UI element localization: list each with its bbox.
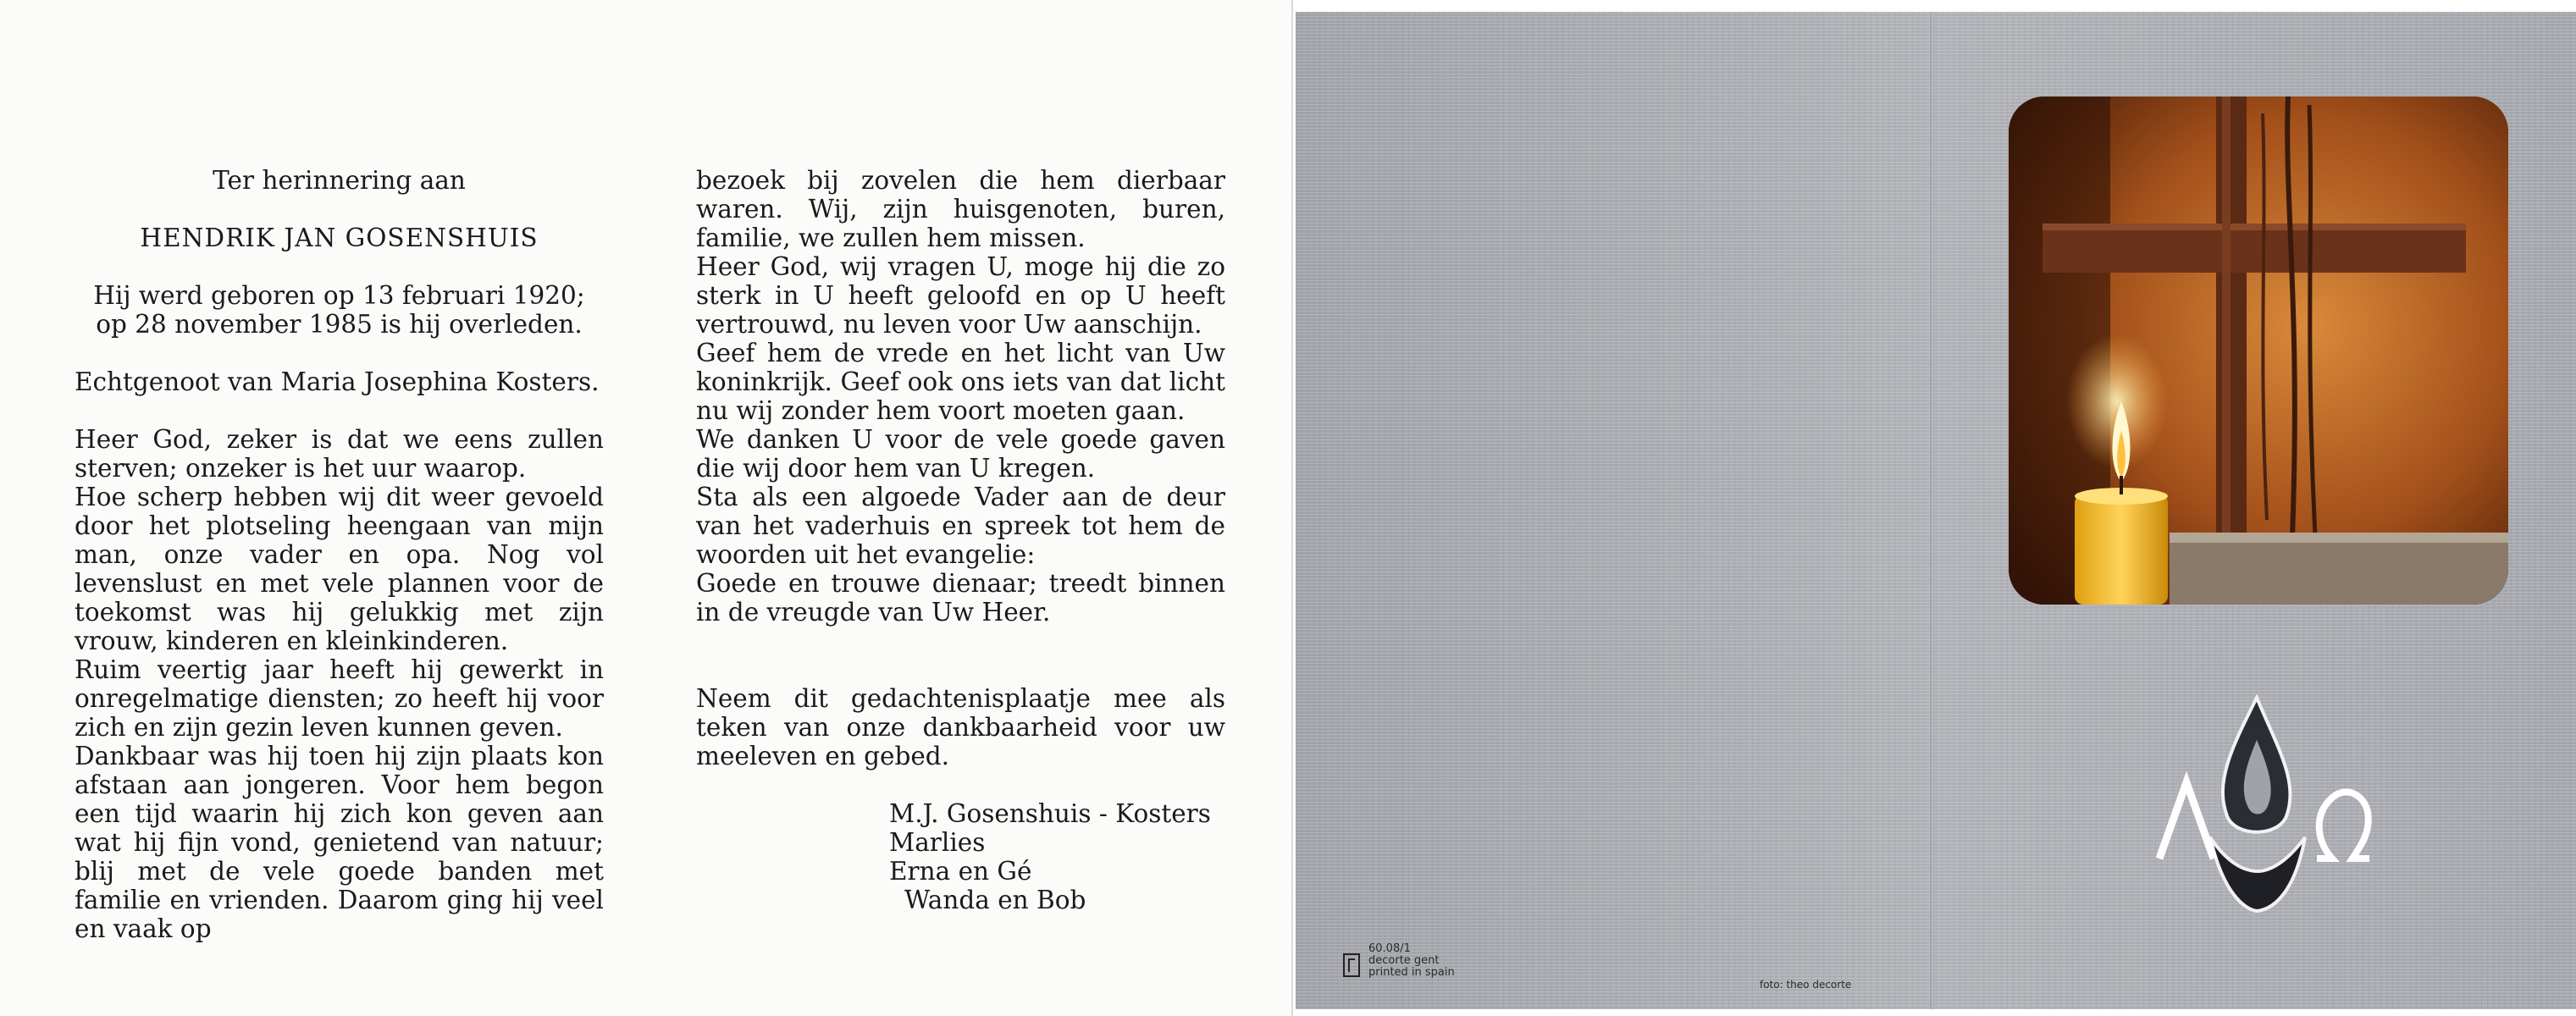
paragraph: We danken U voor de vele goede gaven die wij door hem van U kregen. [696, 425, 1225, 483]
deceased-name: HENDRIK JAN GOSENSHUIS [140, 224, 539, 252]
paragraph: Heer God, wij vragen U, moge hij die zo sterk in U heeft geloofd en op U heeft vertrouwd, nu leven voor Uw aanschijn. [696, 252, 1225, 339]
candle-and-cross-photo [2009, 97, 2508, 605]
signatory: Wanda en Bob [904, 886, 1086, 914]
paragraph: Hoe scherp hebben wij dit weer gevoeld door het plotseling heengaan van mijn man, onze vader en opa. Nog vol levenslust en met vele plannen voor de toekomst was hij gelukkig met zijn vrouw, kinderen en kleinkinderen. [75, 483, 604, 655]
paragraph: Heer God, zeker is dat we eens zullen sterven; onzeker is het uur waarop. [75, 425, 604, 483]
signatory: Erna en Gé [889, 857, 1032, 886]
print-code: 60.08/1 [1368, 942, 1411, 955]
paragraph: Ruim veertig jaar heeft hij gewerkt in onregelmatige diensten; zo heeft hij voor zich en zijn gezin leven kunnen geven. [75, 655, 604, 742]
birth-date-line: Hij werd geboren op 13 februari 1920; [93, 281, 585, 310]
paragraph: Dankbaar was hij toen hij zijn plaats kon afstaan aan jongeren. Voor hem begon een tijd waarin hij zich kon geven aan wat hij fijn vond, genietend van natuur; blij met de vele goede banden met familie en vrienden. Daarom ging hij veel en vaak op [75, 742, 604, 943]
death-date-line: op 28 november 1985 is hij overleden. [96, 310, 583, 339]
signatory: Marlies [889, 828, 986, 857]
signatories [889, 799, 1225, 914]
left-text-column [75, 166, 604, 943]
printer-mark [1355, 943, 1455, 979]
paragraph: Goede en trouwe dienaar; treedt binnen in de vreugde van Uw Heer. [696, 569, 1225, 627]
closing-paragraph: Neem dit gedachtenisplaatje mee als teken van onze dankbaarheid voor uw meeleven en gebed. [696, 684, 1225, 770]
right-text-column [696, 166, 1225, 914]
printer-logo-icon [1343, 953, 1360, 977]
spouse-line: Echtgenoot van Maria Josephina Kosters. [75, 367, 600, 396]
paragraph: bezoek bij zovelen die hem dierbaar waren. Wij, zijn huisgenoten, buren, familie, we zullen hem missen. [696, 166, 1225, 252]
printed-in: printed in spain [1368, 966, 1455, 979]
photo-credit: foto: theo decorte [1760, 979, 1852, 991]
publisher-name: decorte gent [1368, 954, 1440, 967]
paragraph: Sta als een algoede Vader aan de deur van het vaderhuis en spreek tot hem de woorden uit het evangelie: [696, 483, 1225, 569]
paragraph: Geef hem de vrede en het licht van Uw koninkrijk. Geef ook ons iets van dat licht nu wij zonder hem voort moeten gaan. [696, 339, 1225, 425]
alpha-omega-flame-emblem [2151, 689, 2380, 926]
fold-line [1931, 12, 1934, 1009]
signatory: M.J. Gosenshuis - Kosters [889, 799, 1211, 828]
intro-line: Ter herinnering aan [213, 166, 466, 195]
cover-side [1296, 12, 2576, 1009]
